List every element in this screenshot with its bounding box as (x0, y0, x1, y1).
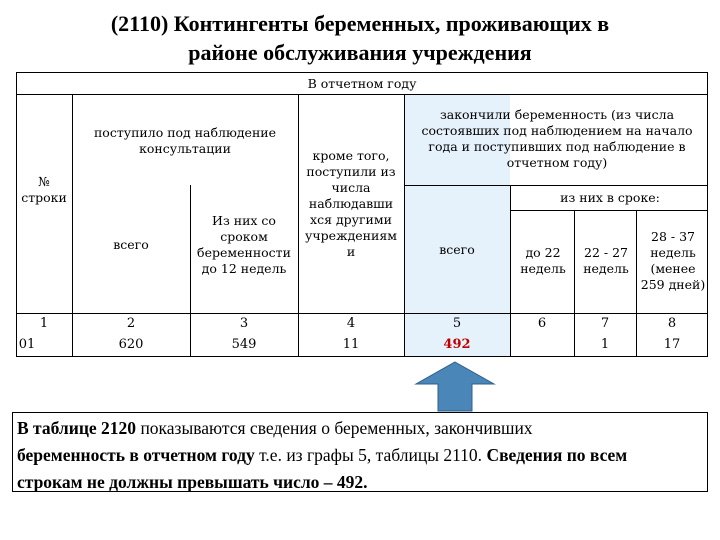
col-number-8: 8 (667, 316, 677, 331)
col-number-4: 4 (346, 316, 356, 331)
group-header: В отчетном году (307, 76, 417, 91)
row-code: 01 (18, 337, 36, 352)
note-box (12, 412, 708, 492)
slide-title-line-1: (2110) Контингенты беременных, проживающих в (110, 11, 610, 36)
28-37-weeks-header: 28 - 37 недель (менее 259 дней) (640, 229, 706, 292)
22-27-weeks-header: 22 - 27 недель (583, 245, 629, 276)
note-part-6: строкам не должны превышать число – 492. (17, 472, 368, 492)
cell-finished-total: 492 (443, 337, 471, 352)
col-number-3: 3 (239, 316, 249, 331)
cell-22-27: 1 (600, 337, 610, 352)
cell-other: 11 (342, 337, 360, 352)
note-part-3: беременность в отчетном году (17, 445, 255, 465)
enrolled-header: поступило под наблюдение консультации (93, 125, 277, 156)
slide-title-line-2: районе обслуживания учреждения (188, 40, 532, 65)
col-number-6: 6 (537, 316, 547, 331)
note-part-2: показываются сведения о беременных, закончивших (136, 418, 533, 438)
note-part-1: В таблице 2120 (17, 418, 137, 438)
note-part-4: т.е. из графы 5, таблицы 2110. (254, 445, 487, 465)
total-header: всего (113, 237, 149, 252)
note-part-5: Сведения по всем (486, 445, 628, 465)
finished-total-header: всего (439, 242, 475, 257)
row-number-header: № строки (21, 174, 67, 205)
finished-pregnancy-header: закончили беременность (из числа состоявших под наблюдением на начало года и поступивших под наблюдение в отчетном году) (421, 107, 693, 170)
cell-before-12: 549 (231, 337, 257, 352)
col-number-1: 1 (39, 316, 49, 331)
cell-total: 620 (118, 337, 144, 352)
before-12-weeks-header: Из них со сроком беременности до 12 недель (197, 213, 291, 276)
up-arrow-icon (414, 360, 496, 412)
term-group-header: из них в сроке: (560, 190, 660, 205)
col-number-5: 5 (452, 316, 462, 331)
col-number-7: 7 (600, 316, 610, 331)
other-institutions-header: кроме того, поступили из числа наблюдавши хся другими учреждениям и (305, 148, 397, 259)
cell-28-37: 17 (663, 337, 681, 352)
to-22-weeks-header: до 22 недель (520, 245, 566, 276)
col-number-2: 2 (126, 316, 136, 331)
